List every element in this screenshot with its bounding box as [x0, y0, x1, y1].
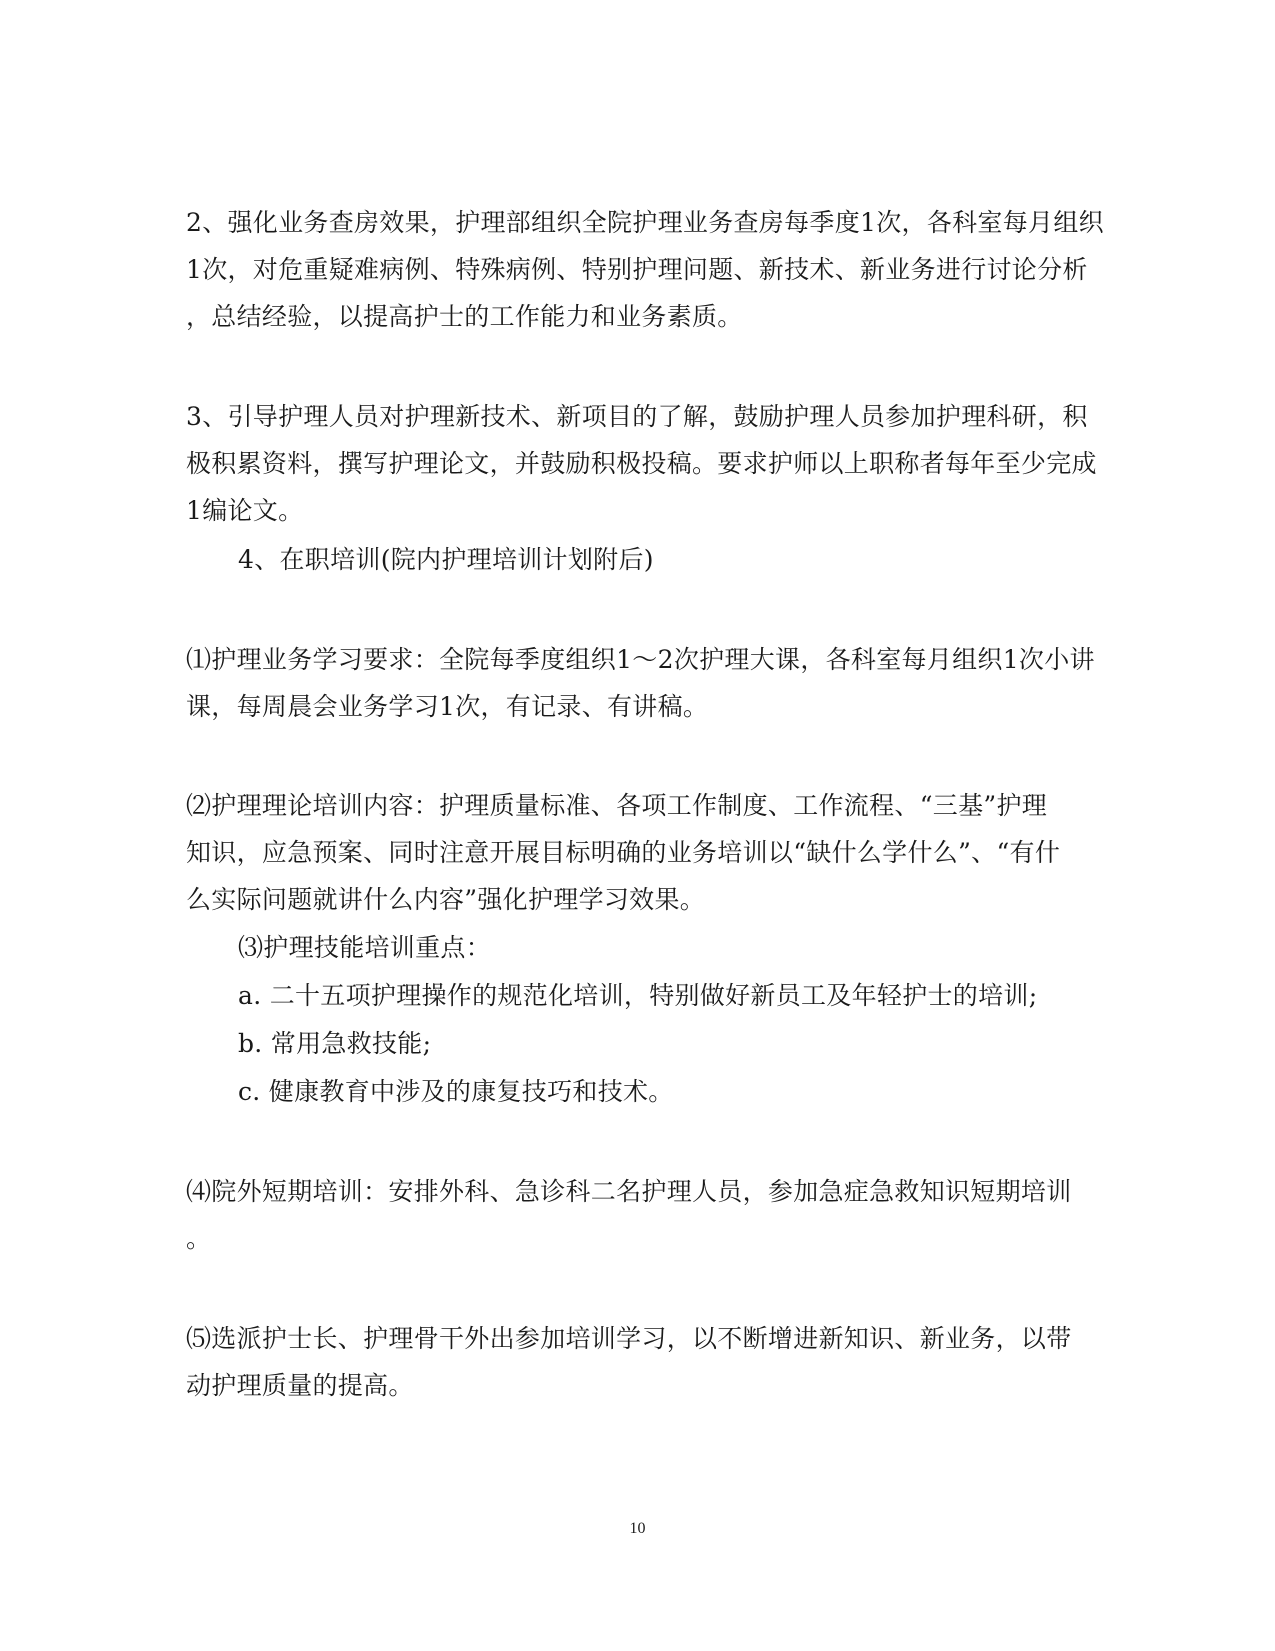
item-3-point-a: a. 二十五项护理操作的规范化培训，特别做好新员工及年轻护士的培训;: [238, 981, 1038, 1010]
item-4-line-1: ⑷院外短期培训：安排外科、急诊科二名护理人员，参加急症急救知识短期培训: [186, 1177, 1072, 1206]
paragraph-3-line-2: 极积累资料，撰写护理论文，并鼓励积极投稿。要求护师以上职称者每年至少完成: [186, 449, 1097, 478]
item-5-line-1: ⑸选派护士长、护理骨干外出参加培训学习，以不断增进新知识、新业务，以带: [186, 1324, 1072, 1353]
paragraph-2-line-3: ，总结经验，以提高护士的工作能力和业务素质。: [186, 302, 743, 331]
item-4-line-2: 。: [186, 1224, 212, 1253]
item-2-line-3: 么实际问题就讲什么内容”强化护理学习效果。: [186, 885, 706, 914]
item-3-heading: ⑶护理技能培训重点：: [238, 933, 492, 962]
item-2-line-1: ⑵护理理论培训内容：护理质量标准、各项工作制度、工作流程、“三基”护理: [186, 791, 1048, 820]
paragraph-2-line-2: 1次，对危重疑难病例、特殊病例、特别护理问题、新技术、新业务进行讨论分析: [186, 255, 1088, 284]
paragraph-3-line-3: 1编论文。: [186, 496, 304, 525]
paragraph-2-line-1: 2、强化业务查房效果，护理部组织全院护理业务查房每季度1次，各科室每月组织: [186, 208, 1104, 237]
item-1-line-1: ⑴护理业务学习要求：全院每季度组织1～2次护理大课，各科室每月组织1次小讲: [186, 645, 1095, 674]
item-2-line-2: 知识，应急预案、同时注意开展目标明确的业务培训以“缺什么学什么”、“有什: [186, 838, 1061, 867]
section-4-heading: 4、在职培训(院内护理培训计划附后): [238, 545, 654, 574]
paragraph-3-line-1: 3、引导护理人员对护理新技术、新项目的了解，鼓励护理人员参加护理科研，积: [186, 402, 1088, 431]
item-3-point-c: c. 健康教育中涉及的康复技巧和技术。: [238, 1077, 674, 1106]
page-number: 10: [629, 1520, 646, 1537]
item-3-point-b: b. 常用急救技能;: [238, 1029, 432, 1058]
item-1-line-2: 课，每周晨会业务学习1次，有记录、有讲稿。: [186, 692, 709, 721]
item-5-line-2: 动护理质量的提高。: [186, 1371, 414, 1400]
